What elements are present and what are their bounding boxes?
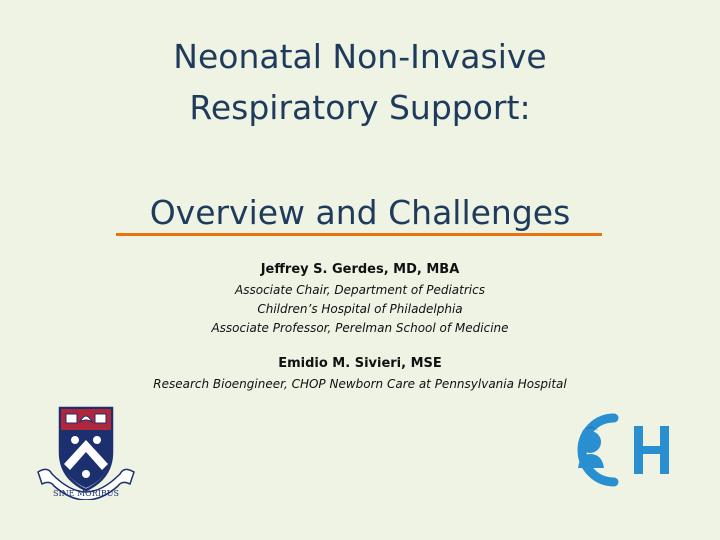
author-1-affiliation-1: Associate Chair, Department of Pediatrics — [235, 283, 485, 297]
title-line-1: Neonatal Non-Invasive — [173, 37, 547, 76]
chop-logo-icon — [556, 408, 684, 490]
penn-motto: SINE MORIBUS — [52, 489, 120, 498]
title-line-2: Respiratory Support: — [189, 88, 531, 127]
author-1-affiliation-3: Associate Professor, Perelman School of Medicine — [211, 321, 509, 335]
penn-shield-icon — [30, 400, 142, 500]
author-1-name: Jeffrey S. Gerdes, MD, MBA — [260, 262, 460, 277]
title-underline — [116, 233, 602, 236]
author-1-affiliation-2: Children’s Hospital of Philadelphia — [257, 302, 463, 316]
author-2-name: Emidio M. Sivieri, MSE — [278, 356, 442, 371]
author-2-affiliation-1: Research Bioengineer, CHOP Newborn Care at Pennsylvania Hospital — [153, 377, 567, 391]
title-subtitle: Overview and Challenges — [149, 193, 571, 232]
